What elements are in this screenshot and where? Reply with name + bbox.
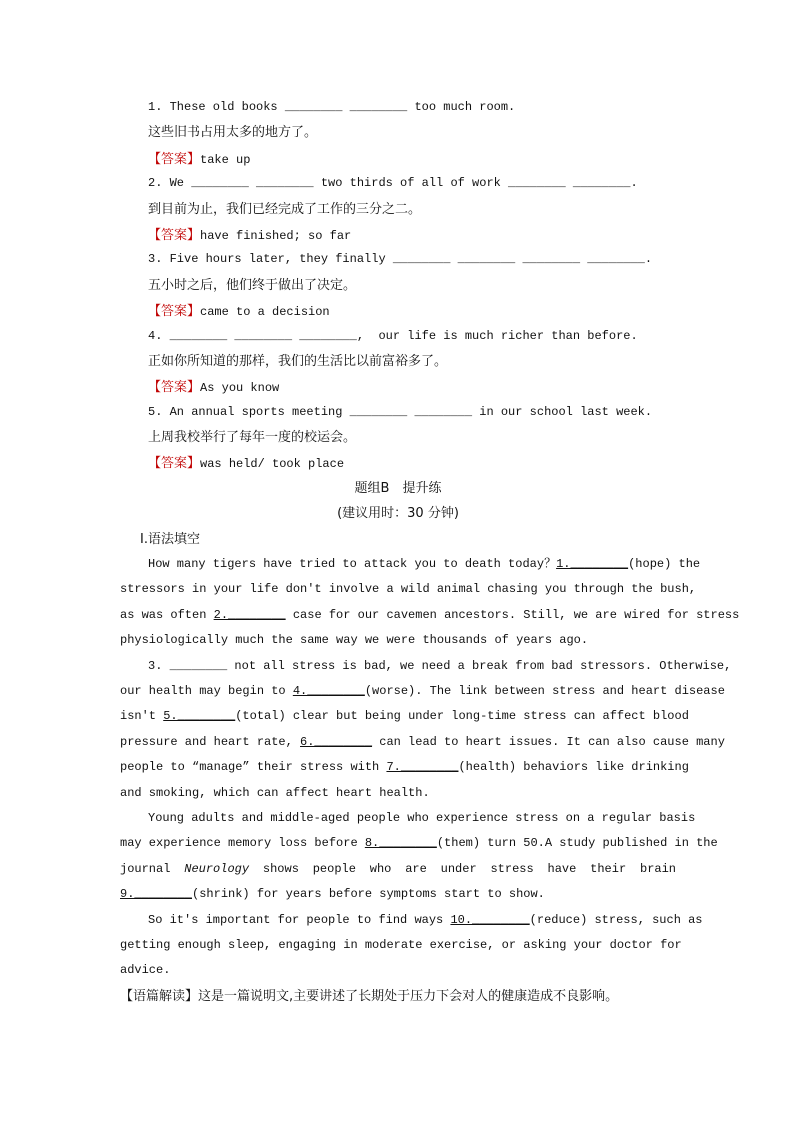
passage-paragraph-1 xyxy=(120,552,740,654)
question-5: 5. An annual sports meeting ________ ________ in our school last week. xyxy=(148,404,653,419)
answer-2: have finished; so far xyxy=(200,228,352,243)
question-2: 2. We ________ ________ two thirds of all of work ________ ________. xyxy=(148,176,638,191)
p4-text-b: (reduce) stress, such as xyxy=(529,912,703,927)
p4-line-3: advice. xyxy=(120,963,171,978)
group-b-title: 题组B 提升练 xyxy=(354,480,442,496)
passage-paragraph-2 xyxy=(120,654,732,806)
p2-line-6: and smoking, which can affect heart health. xyxy=(120,785,430,800)
answer-tag-2: 【答案】 xyxy=(148,227,201,243)
answer-4: As you know xyxy=(200,381,280,396)
answer-tag-1: 【答案】 xyxy=(148,151,201,167)
p4-text: So it's important for people to find ways xyxy=(148,912,451,927)
p1-text-3: as was often xyxy=(120,607,214,622)
answer-3: came to a decision xyxy=(200,305,330,320)
p3-text-c: journal xyxy=(120,861,185,876)
p2-text-f: can lead to heart issues. It can also cause many xyxy=(372,734,725,749)
p2-text-b: (worse). The link between stress and heart disease xyxy=(364,683,725,698)
blank-9: 9.________ xyxy=(120,887,193,902)
p3-line-1: Young adults and middle-aged people who experience stress on a regular basis xyxy=(148,810,696,825)
content xyxy=(120,95,740,1009)
question-3: 3. Five hours later, they finally ________ ________ ________ ________. xyxy=(148,252,653,267)
p3-text-b: (them) turn 50.A study published in the xyxy=(436,836,718,851)
suggested-time: (建议用时：30 分钟) xyxy=(337,506,459,522)
blank-10: 10.________ xyxy=(450,912,530,927)
p3-text-d: shows people who are under stress have their brain xyxy=(249,861,677,876)
chinese-3: 五小时之后，他们终于做出了决定。 xyxy=(148,277,357,293)
p1-hint: (hope) the xyxy=(628,557,701,572)
answer-tag-5: 【答案】 xyxy=(148,456,201,472)
p3-text-e: (shrink) for years before symptoms start to show. xyxy=(192,887,545,902)
answer-tag-4: 【答案】 xyxy=(148,380,201,396)
p1-line-2: stressors in your life don't involve a wild animal chasing you through the bush, xyxy=(120,582,697,597)
blank-6: 6.________ xyxy=(300,734,373,749)
blank-8: 8.________ xyxy=(364,836,437,851)
p2-line-1: 3. ________ not all stress is bad, we need a break from bad stressors. Otherwise, xyxy=(148,658,732,673)
p1-line-4: physiologically much the same way we were thousands of years ago. xyxy=(120,633,589,648)
question-1: 1. These old books ________ ________ too much room. xyxy=(148,100,516,114)
blank-2: 2.________ xyxy=(213,607,286,622)
p4-line-2: getting enough sleep, engaging in moderate exercise, or asking your doctor for xyxy=(120,937,682,952)
chinese-5: 上周我校举行了每年一度的校运会。 xyxy=(148,430,357,446)
translation-item-4 xyxy=(120,324,676,400)
p1-text-3b: case for our cavemen ancestors. Still, we are wired for stress xyxy=(285,607,740,622)
journal-name: Neurology xyxy=(184,861,250,876)
answer-tag-3: 【答案】 xyxy=(148,304,201,320)
p2-text: our health may begin to xyxy=(120,683,293,698)
passage-paragraph-3 xyxy=(120,806,718,908)
p2-text-d: (total) clear but being under long-time stress can affect blood xyxy=(235,709,689,724)
p3-text: may experience memory loss before xyxy=(120,836,365,851)
p2-text-g: people to “manage” their stress with xyxy=(120,760,387,775)
p2-text-c: isn't xyxy=(120,709,164,724)
blank-1: 1.________ xyxy=(556,557,629,572)
passage-paragraph-4 xyxy=(120,908,703,984)
blank-5: 5.________ xyxy=(163,709,236,724)
blank-4: 4.________ xyxy=(292,683,365,698)
answer-5: was held/ took place xyxy=(200,457,345,472)
blank-7: 7.________ xyxy=(386,760,459,775)
passage-summary: 【语篇解读】这是一篇说明文,主要讲述了长期处于压力下会对人的健康造成不良影响。 xyxy=(120,988,619,1004)
translation-item-1 xyxy=(120,95,676,171)
translation-item-2 xyxy=(120,171,676,247)
chinese-1: 这些旧书占用太多的地方了。 xyxy=(148,125,318,141)
section-grammar-fill: Ⅰ.语法填空 xyxy=(140,531,200,547)
p2-text-e: pressure and heart rate, xyxy=(120,734,301,749)
chinese-4: 正如你所知道的那样，我们的生活比以前富裕多了。 xyxy=(148,353,448,369)
p2-text-h: (health) behaviors like drinking xyxy=(458,760,689,775)
translation-item-5 xyxy=(120,400,676,476)
translation-item-3 xyxy=(120,247,676,323)
question-4: 4. ________ ________ ________, our life is much richer than before. xyxy=(148,328,638,343)
p1-text: How many tigers have tried to attack you to death today？ xyxy=(148,557,557,572)
answer-1: take up xyxy=(200,152,251,167)
chinese-2: 到目前为止，我们已经完成了工作的三分之二。 xyxy=(148,201,422,217)
